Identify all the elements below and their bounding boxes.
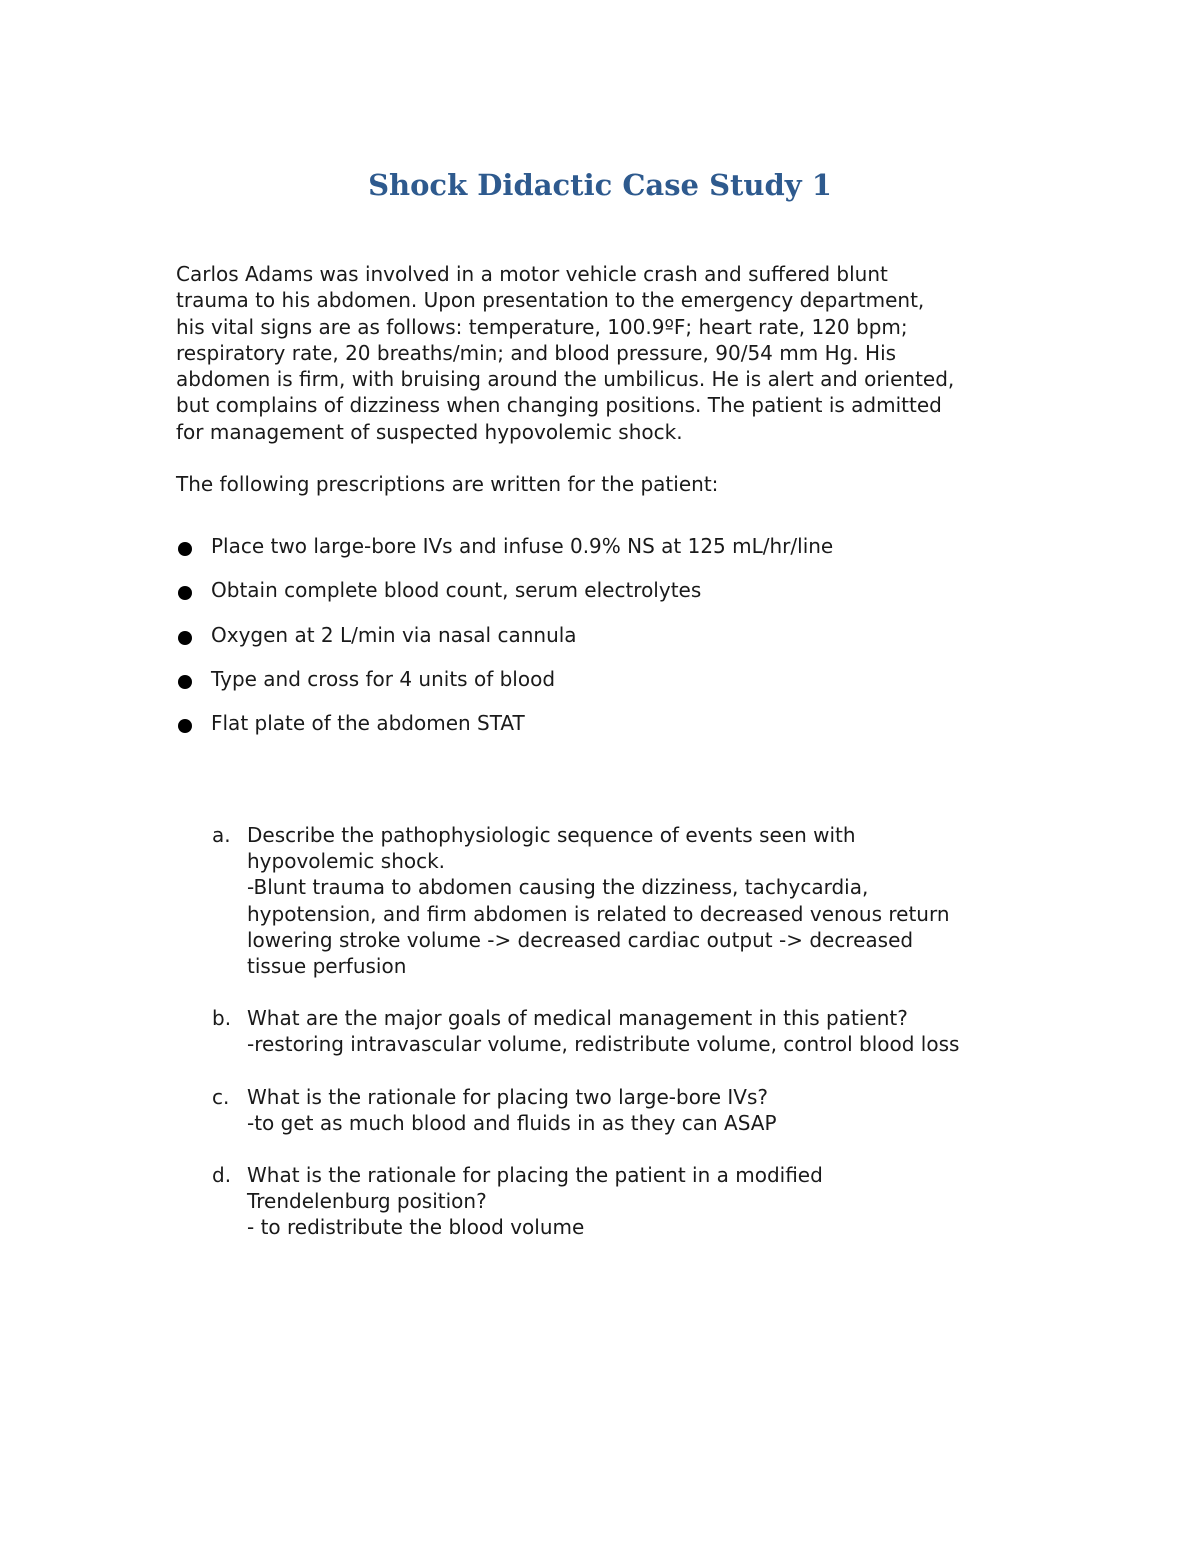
prescription-text: Obtain complete blood count, serum electrolytes — [211, 578, 702, 603]
answer-text: tissue perfusion — [247, 954, 407, 979]
bullet-icon — [178, 719, 192, 733]
prescription-item — [176, 621, 1036, 665]
question-text: What are the major goals of medical management in this patient? — [247, 1006, 908, 1031]
question-item-a — [212, 822, 1052, 979]
case-line: trauma to his abdomen. Upon presentation to the emergency department, — [176, 288, 925, 313]
prescription-item — [176, 709, 1036, 753]
case-line: for management of suspected hypovolemic shock. — [176, 419, 683, 444]
case-line: Carlos Adams was involved in a motor vehicle crash and suffered blunt — [176, 262, 888, 286]
question-text: Describe the pathophysiologic sequence of events seen with — [247, 823, 856, 847]
page-title: Shock Didactic Case Study 1 — [368, 168, 832, 202]
case-line: respiratory rate, 20 breaths/min; and blood pressure, 90/54 mm Hg. His — [176, 340, 897, 365]
prescription-item — [176, 665, 1036, 709]
answer-text: -restoring intravascular volume, redistribute volume, control blood loss — [247, 1032, 960, 1057]
question-letter: c. — [212, 1084, 230, 1109]
answer-text: -Blunt trauma to abdomen causing the dizziness, tachycardia, — [247, 875, 869, 900]
question-letter: a. — [212, 823, 231, 847]
prescription-text: Oxygen at 2 L/min via nasal cannula — [211, 622, 577, 647]
prescription-text: Place two large-bore IVs and infuse 0.9% NS at 125 mL/hr/line — [211, 534, 834, 558]
case-line: but complains of dizziness when changing positions. The patient is admitted — [176, 393, 942, 418]
question-item-b — [212, 1005, 1052, 1057]
question-text: What is the rationale for placing the patient in a modified — [247, 1163, 823, 1188]
question-text: hypovolemic shock. — [247, 849, 446, 874]
answer-text: - to redistribute the blood volume — [247, 1215, 585, 1240]
bullet-icon — [178, 631, 192, 645]
prescriptions-intro: The following prescriptions are written for the patient: — [176, 472, 719, 496]
question-letter: d. — [212, 1163, 232, 1188]
question-letter: b. — [212, 1006, 232, 1031]
case-line: his vital signs are as follows: temperature, 100.9ºF; heart rate, 120 bpm; — [176, 314, 908, 339]
prescription-item — [176, 576, 1036, 620]
case-description — [176, 261, 1046, 445]
prescription-text: Flat plate of the abdomen STAT — [211, 711, 525, 736]
prescriptions-list — [176, 532, 1036, 753]
answer-text: lowering stroke volume -> decreased cardiac output -> decreased — [247, 927, 914, 952]
answer-text: -to get as much blood and fluids in as they can ASAP — [247, 1110, 777, 1135]
case-paragraph — [176, 261, 1046, 445]
questions-list — [212, 822, 1052, 1241]
bullet-icon — [178, 586, 192, 600]
bullet-icon — [178, 675, 192, 689]
prescription-item — [176, 532, 1036, 576]
question-item-c — [212, 1084, 1052, 1136]
prescription-text: Type and cross for 4 units of blood — [211, 666, 556, 691]
answer-text: hypotension, and firm abdomen is related to decreased venous return — [247, 901, 950, 926]
question-item-d — [212, 1162, 1052, 1241]
bullet-icon — [178, 542, 192, 556]
question-text: What is the rationale for placing two large-bore IVs? — [247, 1084, 769, 1109]
case-line: abdomen is firm, with bruising around the umbilicus. He is alert and oriented, — [176, 367, 955, 392]
question-text: Trendelenburg position? — [247, 1189, 487, 1214]
